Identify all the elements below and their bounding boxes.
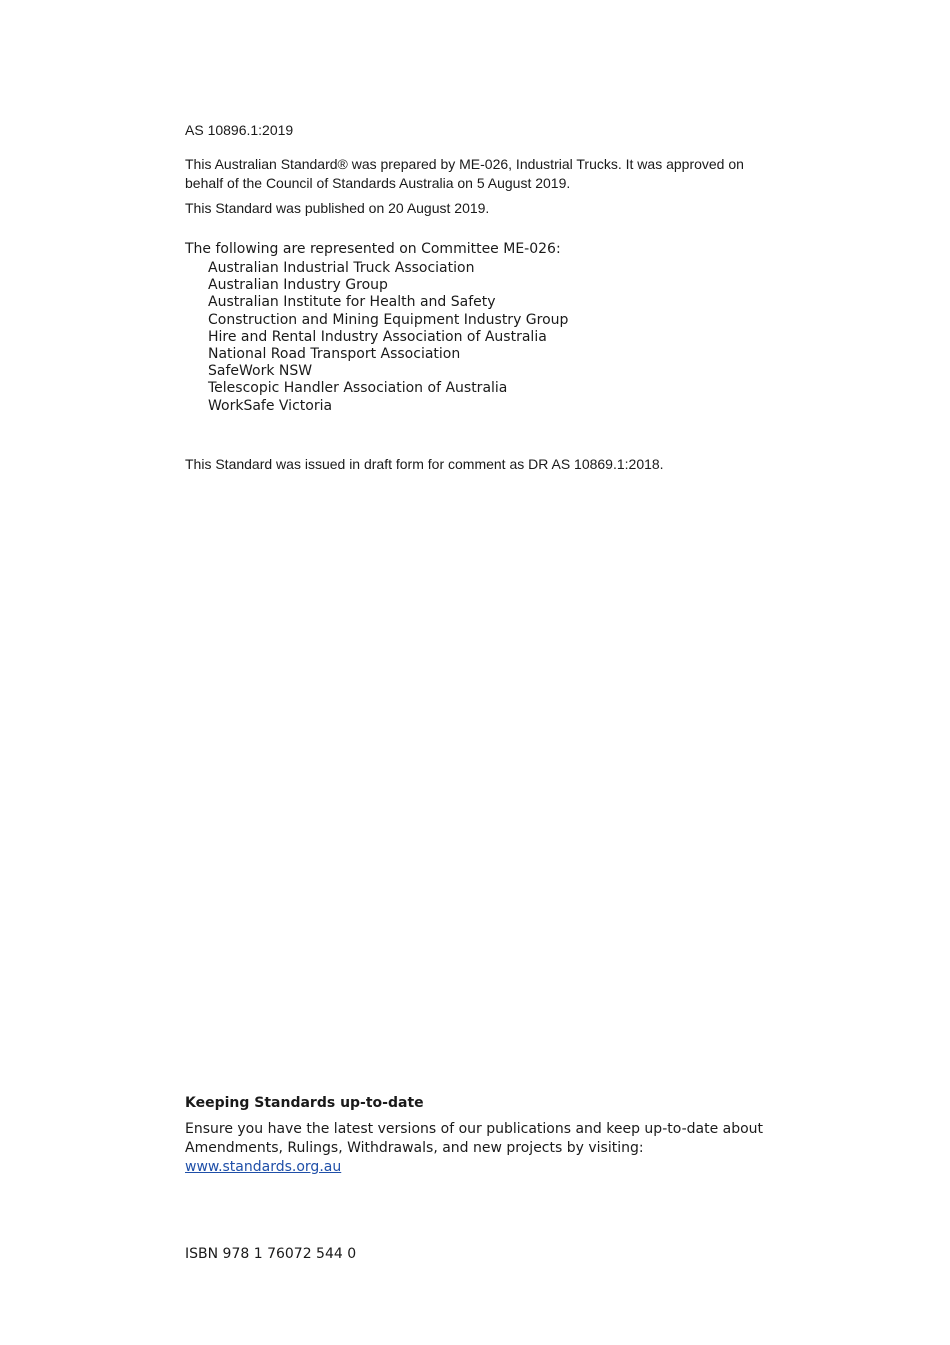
committee-member: National Road Transport Association <box>208 346 461 363</box>
committee-member: Telescopic Handler Association of Australia <box>208 380 508 397</box>
committee-member: WorkSafe Victoria <box>208 397 333 414</box>
keeping-up-to-date-body: Ensure you have the latest versions of our publications and keep up-to-date about Amendments, Rulings, Withdrawals, and new projects by visiting: <box>185 1121 764 1156</box>
committee-member-list <box>185 260 568 415</box>
committee-member: Australian Industry Group <box>208 277 388 294</box>
isbn-number: ISBN 978 1 76072 544 0 <box>185 1246 357 1262</box>
standards-website-link[interactable]: www.standards.org.au <box>185 1159 342 1175</box>
draft-statement: This Standard was issued in draft form for comment as DR AS 10869.1:2018. <box>185 456 664 472</box>
standard-designation: AS 10896.1:2019 <box>185 122 294 138</box>
committee-member: Hire and Rental Industry Association of Australia <box>208 328 547 345</box>
committee-section <box>185 240 568 415</box>
keeping-up-to-date-section <box>185 1094 785 1177</box>
keeping-up-to-date-title: Keeping Standards up-to-date <box>185 1095 424 1111</box>
committee-heading: The following are represented on Committee ME-026: <box>185 241 561 257</box>
committee-member: Construction and Mining Equipment Industry Group <box>208 311 569 328</box>
published-statement: This Standard was published on 20 August 2019. <box>185 200 490 216</box>
committee-member: SafeWork NSW <box>208 363 313 380</box>
prepared-statement: This Australian Standard® was prepared by ME-026, Industrial Trucks. It was approved on behalf of the Council of Standards Australia on 5 August 2019. <box>185 156 744 191</box>
committee-member: Australian Institute for Health and Safety <box>208 294 496 311</box>
committee-member: Australian Industrial Truck Association <box>208 260 475 276</box>
